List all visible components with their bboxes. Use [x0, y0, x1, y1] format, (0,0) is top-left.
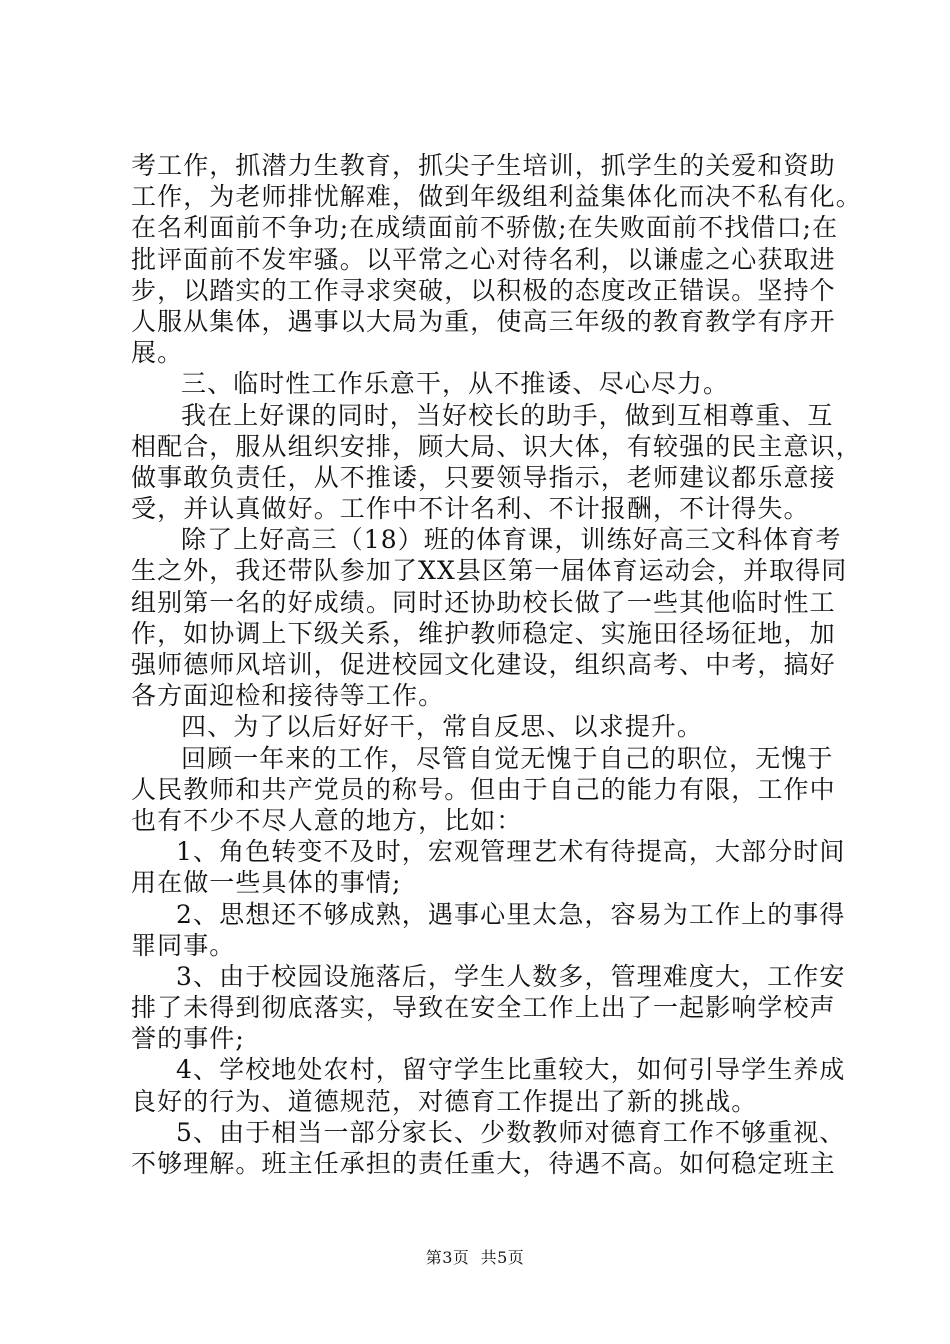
text-line: 不够理解。班主任承担的责任重大，待遇不高。如何稳定班主 [131, 1149, 836, 1178]
list-item: 5、由于相当一部分家长、少数教师对德育工作不够重视、 [176, 1117, 846, 1147]
text-line: 作，如协调上下级关系，维护教师稳定、实施田径场征地，加 [131, 618, 836, 648]
text-line: 步，以踏实的工作寻求突破，以积极的态度改正错误。坚持个 [131, 275, 836, 305]
list-item: 4、学校地处农村，留守学生比重较大，如何引导学生养成 [176, 1055, 846, 1085]
text-line: 工作，为老师排忧解难，做到年级组利益集体化而决不私有化。 [131, 182, 862, 212]
text-line: 回顾一年来的工作，尽管自觉无愧于自己的职位，无愧于 [181, 743, 834, 773]
list-item: 2、思想还不够成熟，遇事心里太急，容易为工作上的事得 [176, 899, 846, 929]
text-line: 我在上好课的同时，当好校长的助手，做到互相尊重、互 [181, 400, 834, 430]
text-line: 良好的行为、道德规范，对德育工作提出了新的挑战。 [131, 1086, 758, 1116]
text-line: 各方面迎检和接待等工作。 [131, 681, 445, 711]
list-item: 3、由于校园设施落后，学生人数多，管理难度大，工作安 [176, 961, 846, 991]
text-line: 也有不少不尽人意的地方，比如： [131, 805, 523, 835]
section-heading: 三、临时性工作乐意干，从不推诿、尽心尽力。 [181, 369, 730, 399]
text-line: 做事敢负责任，从不推诿，只要领导指示，老师建议都乐意接 [131, 462, 836, 492]
text-line: 人民教师和共产党员的称号。但由于自己的能力有限，工作中 [131, 774, 836, 804]
text-line: 强师德师风培训，促进校园文化建设，组织高考、中考，搞好 [131, 650, 836, 679]
text-line: 罪同事。 [131, 930, 236, 960]
section-heading: 四、为了以后好好干，常自反思、以求提升。 [181, 712, 704, 742]
text-line: 相配合，服从组织安排，顾大局、识大体，有较强的民主意识， [131, 431, 862, 461]
page-footer: 第3页 共5页 [425, 1248, 525, 1267]
text-line: 生之外，我还带队参加了XX县区第一届体育运动会，并取得同 [131, 556, 848, 586]
text-line: 批评面前不发牢骚。以平常之心对待名利，以谦虚之心获取进 [131, 244, 836, 274]
text-line: 受，并认真做好。工作中不计名利、不计报酬，不计得失。 [131, 494, 810, 524]
text-line: 用在做一些具体的事情; [131, 868, 402, 898]
text-line: 排了未得到彻底落实，导致在安全工作上出了一起影响学校声 [131, 993, 836, 1023]
text-line: 人服从集体，遇事以大局为重，使高三年级的教育教学有序开 [131, 306, 836, 336]
text-line: 除了上好高三（18）班的体育课，训练好高三文科体育考 [181, 525, 842, 555]
text-line: 考工作，抓潜力生教育，抓尖子生培训，抓学生的关爱和资助 [131, 151, 836, 180]
text-line: 展。 [131, 338, 184, 368]
text-line: 组别第一名的好成绩。同时还协助校长做了一些其他临时性工 [131, 587, 836, 617]
document-body [131, 150, 862, 1179]
text-line: 誉的事件; [131, 1024, 245, 1054]
text-line: 在名利面前不争功;在成绩面前不骄傲;在失败面前不找借口;在 [131, 213, 839, 243]
list-item: 1、角色转变不及时，宏观管理艺术有待提高，大部分时间 [176, 837, 846, 867]
